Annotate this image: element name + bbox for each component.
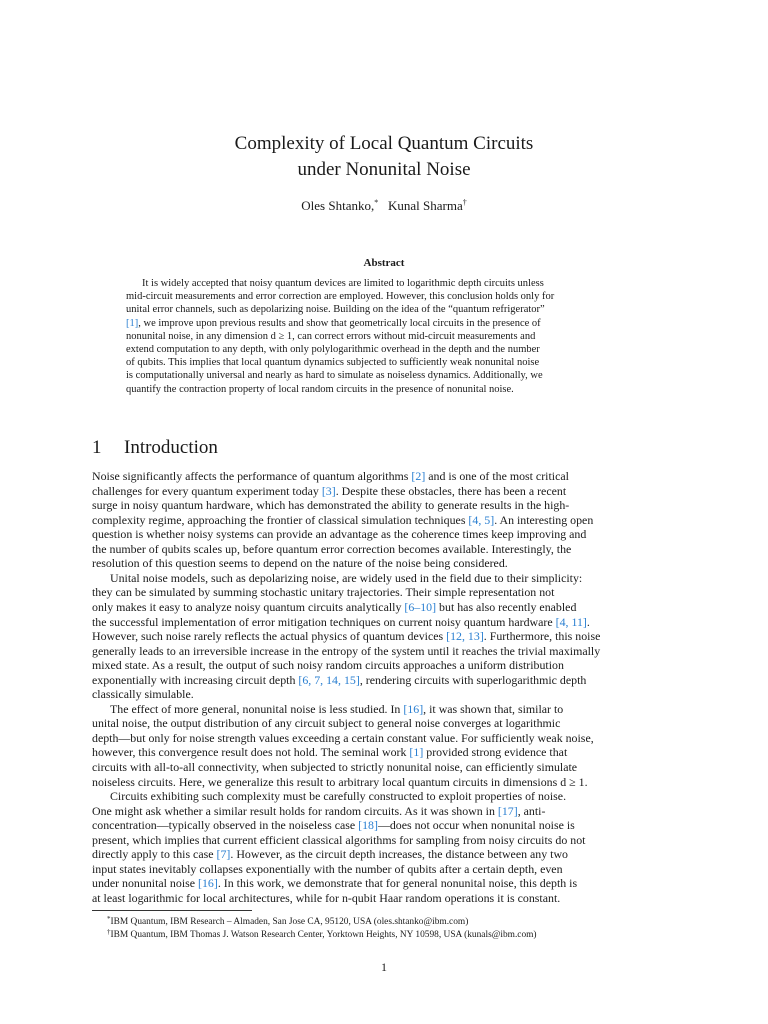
paragraph-line: the successful implementation of error mitigation techniques on current noisy quantum hardware [4, 11]. — [92, 614, 590, 629]
paragraph-line: directly apply to this case [7]. However, as the circuit depth increases, the distance between any two — [92, 847, 568, 862]
paragraph-line: classically simulable. — [92, 687, 194, 702]
author-affiliation-mark: * — [374, 198, 379, 207]
abstract-heading: Abstract — [363, 257, 405, 269]
section-heading — [92, 436, 218, 460]
footnote-divider — [92, 910, 252, 911]
paragraph-line: However, such noise rarely reflects the actual physics of quantum devices [12, 13]. Furthermore, this noise — [92, 629, 601, 644]
section-title: Introduction — [124, 437, 218, 458]
footnote-mark: * — [107, 915, 111, 923]
paragraph-line: resolution of this question seems to depend on the nature of the noise being considered. — [92, 556, 508, 571]
paragraph-line: surge in noisy quantum hardware, which has demonstrated the ability to generate results in the high- — [92, 498, 570, 513]
author-affiliation-mark: † — [462, 198, 467, 207]
footnote — [107, 926, 537, 941]
paragraph-line: circuits with all-to-all connectivity, when subjected to strictly nonunital noise, can efficiently simulate — [92, 760, 578, 774]
abstract-line: mid-circuit measurements and error correction are employed. However, this conclusion holds only for — [126, 291, 555, 303]
paragraph-line: challenges for every quantum experiment today [3]. Despite these obstacles, there has been a recent — [92, 483, 567, 498]
paragraph-line: depth—but only for noise strength values exceeding a certain constant value. For sufficiently weak noise, — [92, 730, 594, 745]
abstract-line: unital error channels, such as depolarizing noise. Building on the idea of the “quantum refrigerator” — [126, 304, 545, 316]
paragraph-line: only makes it easy to analyze noisy quantum circuits analytically [6–10] but has also recently enabled — [92, 599, 577, 614]
paragraph-line: unital noise, the output distribution of any circuit subject to general noise converges at logarithmic — [92, 716, 561, 731]
paragraph-line: however, this convergence result does not hold. The seminal work [1] provided strong evidence that — [92, 745, 568, 760]
paragraph-line: present, which implies that current efficient classical algorithms for sampling from noisy circuits do not — [92, 832, 586, 847]
footnote-text: IBM Quantum, IBM Research – Almaden, San Jose CA, 95120, USA (oles.shtanko@ibm.com) — [110, 917, 469, 927]
paragraph-line: concentration—typically observed in the noiseless case [18]—does not occur when nonunital noise is — [92, 818, 575, 833]
paragraph-line: One might ask whether a similar result holds for random circuits. As it was shown in [17], anti- — [92, 803, 546, 818]
paragraph-line: Noise significantly affects the performance of quantum algorithms [2] and is one of the most critical — [92, 469, 569, 483]
abstract-line: nonunital noise, in any dimension d ≥ 1, can correct errors without mid-circuit measurements and — [126, 330, 536, 342]
author-name: Kunal Sharma — [387, 198, 463, 213]
paragraph-line: The effect of more general, nonunital noise is less studied. In [16], it was shown that, similar to — [110, 701, 564, 716]
abstract-line: of qubits. This implies that local quantum dynamics subjected to sufficiently weak nonunital noise — [126, 357, 540, 369]
footnote-text: IBM Quantum, IBM Thomas J. Watson Research Center, Yorktown Heights, NY 10598, USA (kunals@ibm.com) — [110, 930, 537, 940]
paragraph-line: noiseless circuits. Here, we generalize this result to arbitrary local quantum circuits in dimensions d ≥ 1. — [92, 774, 588, 789]
author-name: Oles Shtanko, — [301, 198, 375, 213]
paragraph-line: the number of qubits scales up, before quantum error correction becomes available. Interestingly, the — [92, 541, 572, 556]
paragraph-line: complexity regime, approaching the frontier of classical simulation techniques [4, 5]. An interesting open — [92, 512, 594, 527]
paragraph-line: under nonunital noise [16]. In this work, we demonstrate that for general nonunital noise, this depth is — [92, 876, 578, 891]
paragraph-line: input states inevitably collapses exponentially with the number of qubits after a certain depth, even — [92, 861, 563, 876]
paragraph-line: Circuits exhibiting such complexity must be carefully constructed to exploit properties of noise. — [110, 789, 567, 804]
paragraph-line: exponentially with increasing circuit depth [6, 7, 14, 15], rendering circuits with superlogarithmic depth — [92, 672, 587, 687]
paragraph-line: they can be simulated by summing stochastic unitary trajectories. Their simple representation not — [92, 585, 555, 600]
abstract-line: extend computation to any depth, with only polylogarithmic overhead in the depth and the number — [126, 344, 540, 355]
paragraph-line: at least logarithmic for local architectures, while for n-qubit Haar random operations it is constant. — [92, 890, 561, 905]
paragraph-line: generally leads to an irreversible increase in the entropy of the system until it reaches the trivial maximally — [92, 643, 601, 658]
paper-title-line-2: under Nonunital Noise — [297, 159, 471, 180]
abstract-line: [1], we improve upon previous results and show that geometrically local circuits in the presence of — [126, 317, 541, 329]
author-list — [0, 198, 768, 214]
section-number: 1 — [92, 437, 102, 458]
abstract-line: is computationally universal and nearly as hard to simulate as noiseless dynamics. Additionally, we — [126, 370, 543, 382]
footnote-mark: † — [107, 928, 111, 936]
abstract-line: It is widely accepted that noisy quantum devices are limited to logarithmic depth circuits unless — [142, 278, 544, 289]
paragraph-line: mixed state. As a result, the output of such noisy random circuits approaches a uniform distribution — [92, 658, 564, 673]
paragraph-line: question is whether noisy systems can provide an advantage as the coherence times keep improving and — [92, 527, 587, 542]
abstract-line: quantify the contraction property of local random circuits in the presence of nonunital noise. — [126, 383, 514, 395]
paper-title-line-1: Complexity of Local Quantum Circuits — [234, 133, 534, 154]
page-number: 1 — [381, 960, 387, 974]
paragraph-line: Unital noise models, such as depolarizing noise, are widely used in the field due to their simplicity: — [110, 570, 583, 585]
